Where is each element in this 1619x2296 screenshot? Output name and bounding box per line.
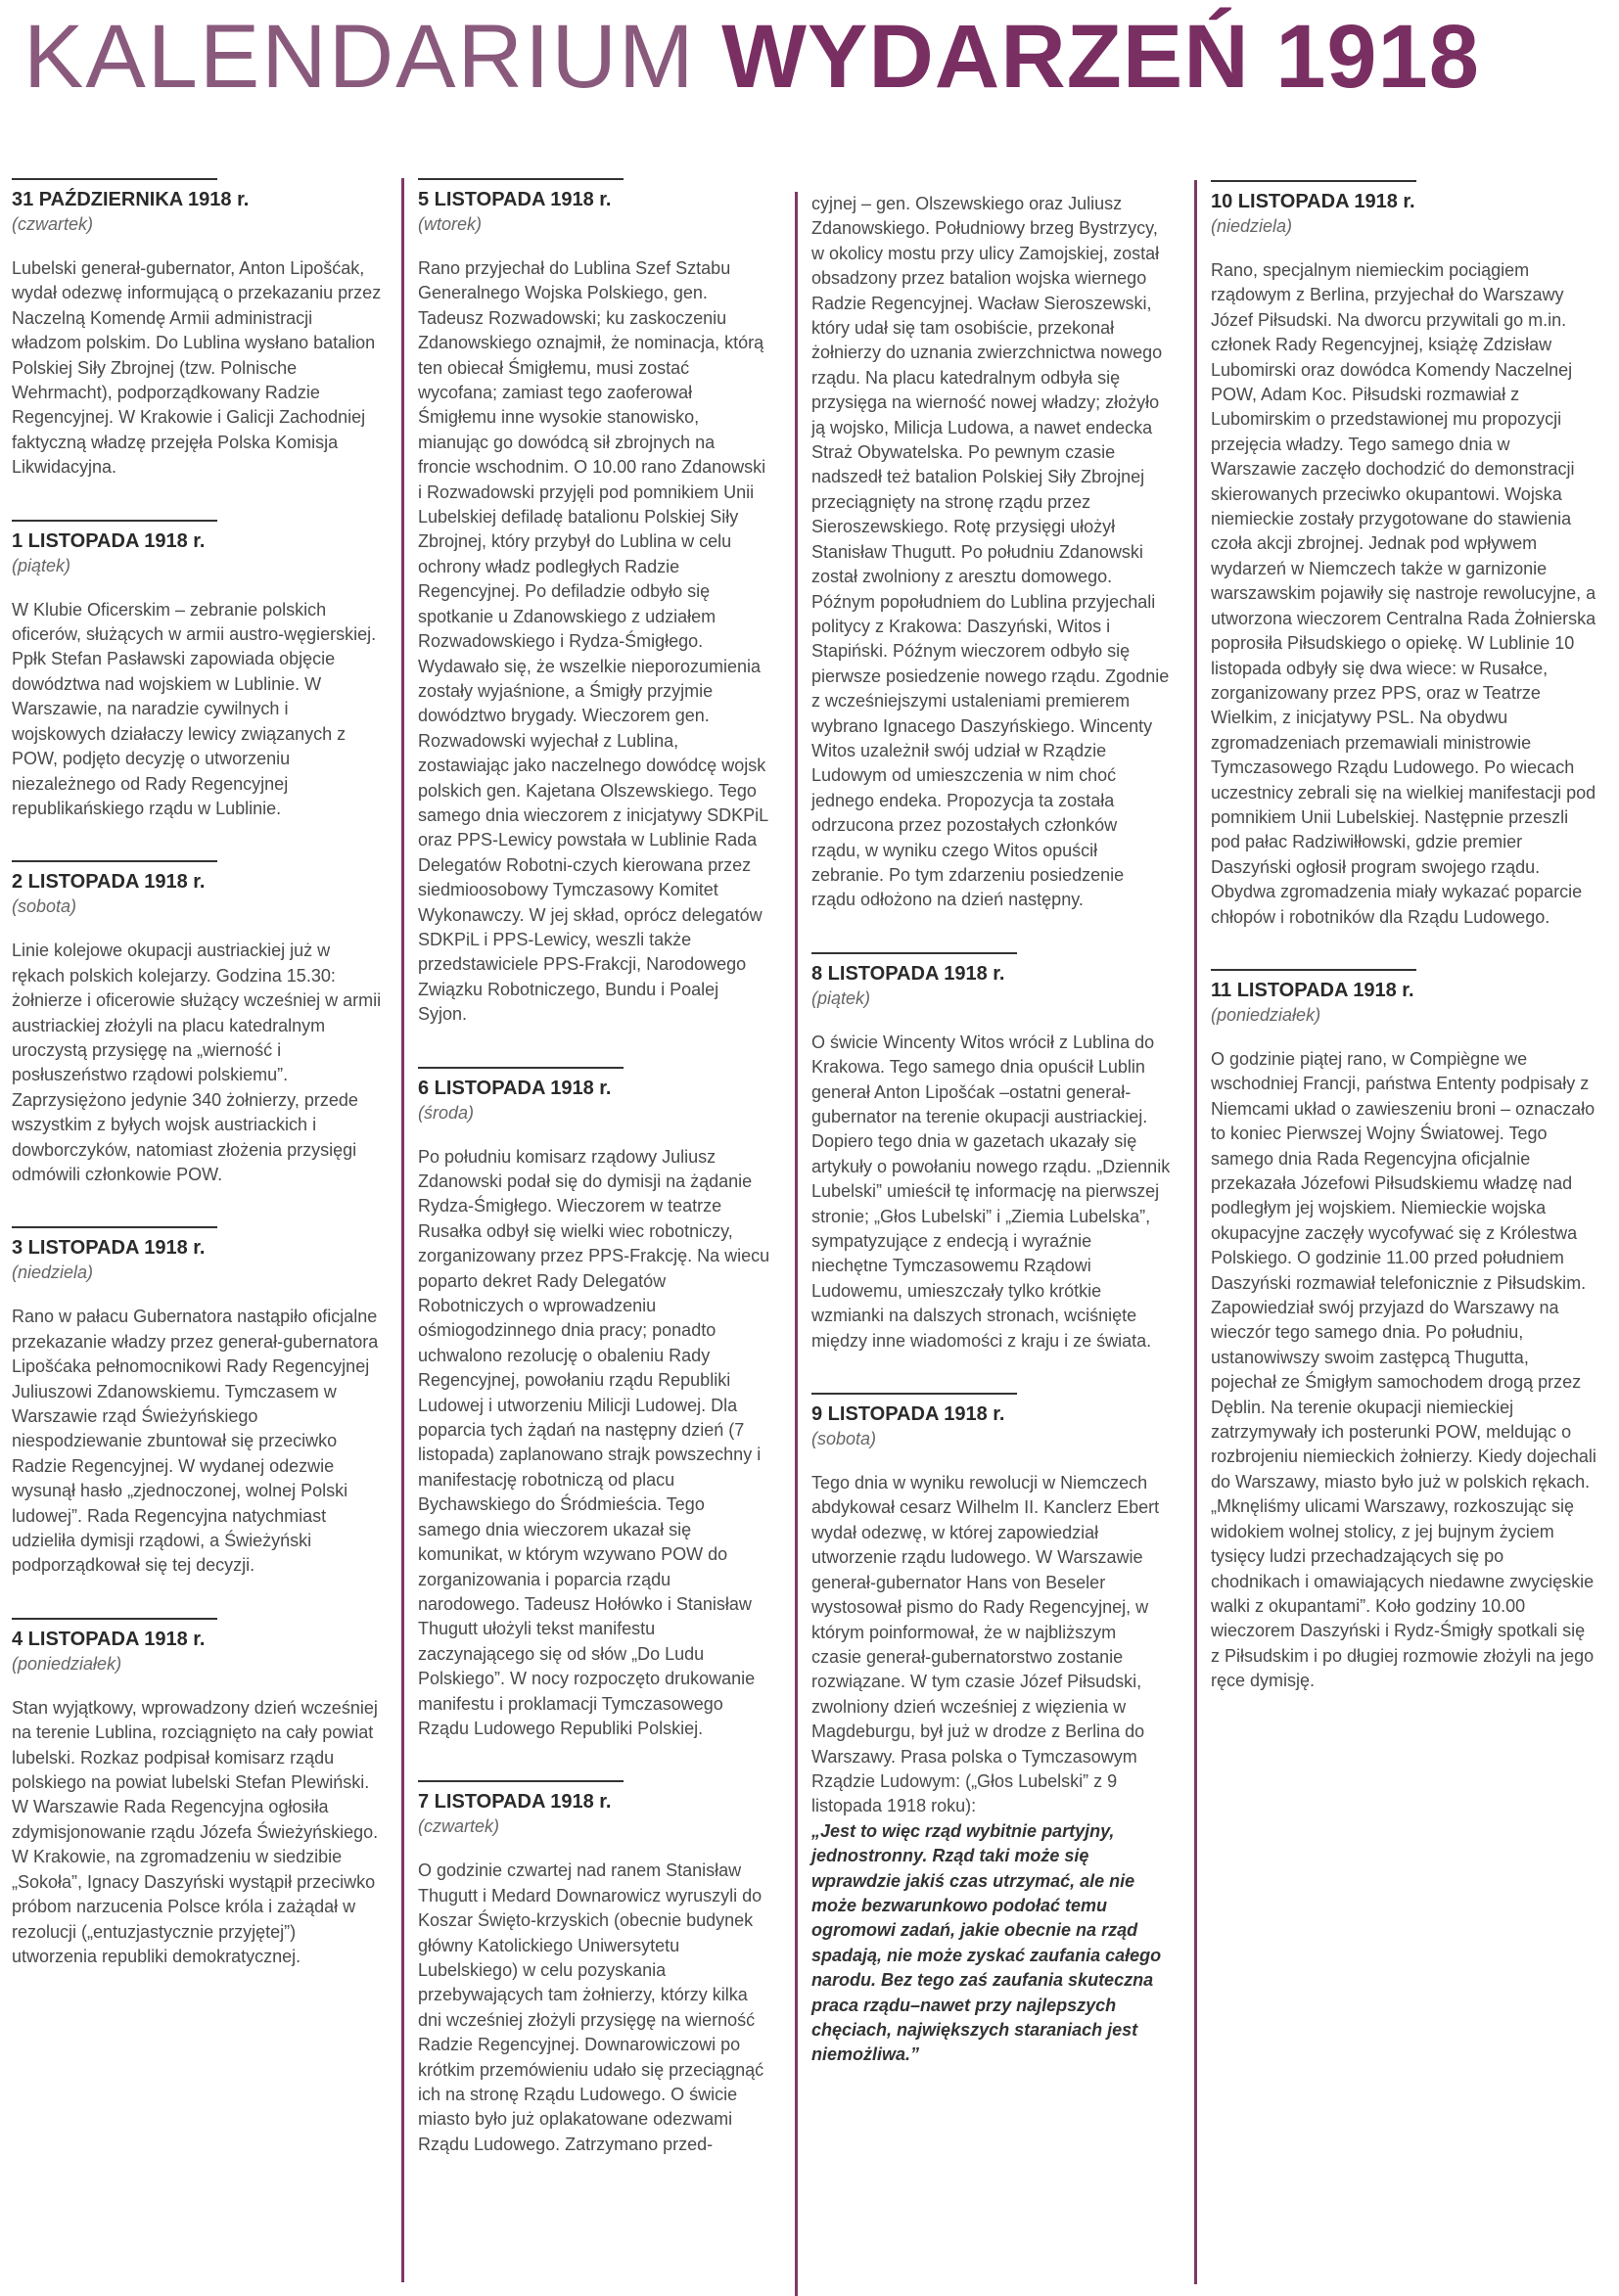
entry-weekday: (sobota) [12,896,77,917]
entry-weekday: (sobota) [811,1429,877,1449]
entry-weekday: (poniedziałek) [1211,1004,1321,1025]
entry-2-november [12,860,384,1187]
entry-text: Rano przyjechał do Lublina Szef Sztabu Generalnego Wojska Polskiego, gen. Tadeusz Rozwadowski; ku zaskoczeniu Zdanowskiego oznajmił, że nominacja, którą ten obiecał Śmigłemu, musi zostać wycofana; zamiast tego zaoferował Śmigłemu inne wysokie stanowisko, mianując go dowódcą sił zbrojnych na froncie wschodnim. O 10.00 rano Zdanowski i Rozwadowski przyjęli pod pomnikiem Unii Lubelskiej defiladę batalionu Polskiej Siły Zbrojnej, który przybył do Lublina w celu ochrony władz podległych Radzie Regencyjnej. Po defiladzie odbyło się spotkanie u Zdanowskiego z udziałem Rozwadowskiego i Rydza-Śmigłego. Wydawało się, że wszelkie nieporozumienia zostały wyjaśnione, a Śmigły przyjmie dowództwo brygady. Wieczorem gen. Rozwadowski wyjechał z Lublina, zostawiając jako naczelnego dowódcę wojsk polskich gen. Kajetana Olszewskiego. Tego samego dnia wieczorem z inicjatywy SDKPiL oraz PPS-Lewicy powstała w Lublinie Rada Delegatów Robotni-czych kierowana przez siedmioosobowy Tymczasowy Komitet Wykonawczy. W jej skład, oprócz delegatów SDKPiL i PPS-Lewicy, weszli także przedstawiciele PPS-Frakcji, Narodowego Związku Robotniczego, Bundu i Poalej Syjon. [418,258,768,1025]
entry-date: 31 PAŹDZIERNIKA 1918 r. [12,189,250,210]
entry-weekday: (wtorek) [418,214,483,234]
entry-weekday: (niedziela) [12,1263,94,1283]
title-light: KALENDARIUM [23,7,696,107]
press-quote: „Jest to więc rząd wybitnie partyjny, jednostronny. Rząd taki może się wprawdzie jakiś czas utrzymać, ale nie może bezwarunkowo podołać temu ogromowi zadań, jakie obecnie na rząd spadają, nie może zyskać zaufania całego narodu. Bez tego zaś zaufania skuteczna praca rządu–nawet przy najlepszych chęciach, największych staraniach jest niemożliwa.” [811,1820,1162,2065]
entry-text: O godzinie piątej rano, w Compiègne we wschodniej Francji, państwa Ententy podpisały z Niemcami układ o zawieszeniu broni – oznaczało to koniec Pierwszej Wojny Światowej. Tego samego dnia Rada Regencyjna oficjalnie przekazała Józefowi Piłsudskiemu władzę nad podległym jej wojskiem. Niemieckie wojska okupacyjne zaczęły wycofywać się z Królestwa Polskiego. O godzinie 11.00 przed południem Daszyński rozmawiał telefonicznie z Piłsudskim. Zapowiedział swój przyjazd do Warszawy na wieczór tego samego dnia. Po południu, ustanowiwszy swoim zastępcą Thugutta, pojechał ze Śmigłym samochodem drogą przez Dęblin. Na terenie okupacji niemieckiej zatrzymywały ich posterunki POW, meldując o rozbrojeniu niemieckich żołnierzy. Kiedy dojechali do Warszawy, miasto było już w polskich rękach. „Mknęliśmy ulicami Warszawy, rozkoszując się widokiem wolnej stolicy, z jej bujnym życiem tysięcy ludzi przechadzających się po chodnikach i omawiających niedawne zwycięskie walki z okupantami”. Koło godziny 10.00 wieczorem Daszyński i Rydz-Śmigły spotkali się z Piłsudskim i po długiej rozmowie złożyli na jego ręce dymisję. [1211,1048,1596,1691]
column-3 [795,192,1171,2296]
entry-4-november [12,1618,384,1969]
entry-text: Linie kolejowe okupacji austriackiej już w rękach polskich kolejarzy. Godzina 15.30: żołnierze i oficerowie służący wcześniej w armii austriackiej złożyli na placu katedralnym uroczystą przysięgę na „wierność i posłuszeństwo rządowi polskiemu”. Zaprzysiężono jedynie 340 żołnierzy, przede wszystkim z byłych wojsk austriackich i dowborczyków, natomiast złożenia przysięgi odmówili członkowie POW. [12,941,382,1184]
section-rule [12,860,217,862]
entry-date: 1 LISTOPADA 1918 r. [12,529,206,552]
entry-text: Rano, specjalnym niemieckim pociągiem rządowym z Berlina, przyjechał do Warszawy Józef Piłsudski. Na dworcu przywitali go m.in. członek Rady Regencyjnej, książę Zdzisław Lubomirski oraz dowódca Komendy Naczelnej POW, Adam Koc. Piłsudski rozmawiał z Lubomirskim o przedstawionej mu propozycji przejęcia władzy. Tego samego dnia w Warszawie zaczęło dochodzić do demonstracji skierowanych przeciwko okupantowi. Wojska niemieckie zostały przygotowane do stawienia czoła akcji zbrojnej. Jednak pod wpływem wydarzeń w Niemczech także w garnizonie warszawskim pojawiły się nastroje rewolucyjne, a utworzona wieczorem Centralna Rada Żołnierska poprosiła Piłsudskiego o opiekę. W Lublinie 10 listopada odbyły się dwa wiece: w Rusałce, zorganizowany przez PPS, oraz w Teatrze Wielkim, z inicjatywy PSL. Na obydwu zgromadzeniach przemawiali ministrowie Tymczasowego Rządu Ludowego. Po wiecach uczestnicy zebrali się na wielkiej manifestacji pod pomnikiem Unii Lubelskiej. Następnie przeszli pod pałac Radziwiłłowski, gdzie premier Daszyński ogłosił program swojego rządu. Obydwa zgromadzenia miały wykazać poparcie chłopów i robotników dla Rządu Ludowego. [1211,260,1596,927]
entry-3-november [12,1226,384,1578]
entry-8-november [811,952,1171,1354]
entry-text: Stan wyjątkowy, wprowadzony dzień wcześniej na terenie Lublina, rozciągnięto na cały powiat lubelski. Rozkaz podpisał komisarz rządu polskiego na powiat lubelski Stefan Plewiński. W Warszawie Rada Regencyjna ogłosiła zdymisjonowanie rządu Józefa Świeżyńskiego. W Krakowie, na zgromadzeniu w siedzibie „Sokoła”, Ignacy Daszyński wystąpił przeciwko próbom narzucenia Polsce króla i zażądał w rezolucji („entuzjastycznie przyjętej”) utworzenia republiki demokratycznej. [12,1697,379,1966]
section-rule [12,520,217,522]
section-rule [418,1067,624,1069]
entry-date: 6 LISTOPADA 1918 r. [418,1077,612,1099]
entry-weekday: (czwartek) [418,1816,500,1837]
entry-text: cyjnej – gen. Olszewskiego oraz Juliusz Zdanowskiego. Południowy brzeg Bystrzycy, w okolicy mostu przy ulicy Zamojskiej, został obsadzony przez batalion wojska wiernego Radzie Regencyjnej. Wacław Sieroszewski, który udał się tam osobiście, przekonał żołnierzy do uznania zwierzchnictwa nowego rządu. Na placu katedralnym odbyła się przysięga na wierność nowej władzy; złożyło ją wojsko, Milicja Ludowa, a nawet endecka Straż Obywatelska. Po pewnym czasie nadszedł też batalion Polskiej Siły Zbrojnej przeciągnięty na stronę rządu przez Sieroszewskiego. Rotę przysięgi ułożył Stanisław Thugutt. Po południu Zdanowski został zwolniony z aresztu domowego. Późnym popołudniem do Lublina przyjechali politycy z Krakowa: Daszyński, Witos i Stapiński. Późnym wieczorem odbyło się pierwsze posiedzenie nowego rządu. Zgodnie z wcześniejszymi ustaleniami premierem wybrano Ignacego Daszyńskiego. Wincenty Witos uzależnił swój udział w Rządzie Ludowym od umieszczenia w nim choć jednego endeka. Propozycja ta została odrzucona przez pozostałych członków rządu, w wyniku czego Witos opuścił zebranie. Po tym zdarzeniu posiedzenie rządu odłożono na dzień następny. [811,194,1170,910]
entry-weekday: (środa) [418,1102,475,1123]
entry-weekday: (piątek) [811,987,871,1008]
section-rule [418,178,624,180]
entry-7-november [418,1780,771,2157]
entry-weekday: (niedziela) [1211,216,1293,236]
entry-date: 9 LISTOPADA 1918 r. [811,1403,1005,1426]
entry-text: O świcie Wincenty Witos wrócił z Lublina do Krakowa. Tego samego dnia opuścił Lublin generał Anton Lipošćak –ostatni generał-gubernator na terenie okupacji austriackiej. Dopiero tego dnia w gazetach ukazały się artykuły o powołaniu nowego rządu. „Dziennik Lubelski” umieścił tę informację na pierwszej stronie; „Głos Lubelski” i „Ziemia Lubelska”, sympatyzujące z endecją i wyraźnie niechętne Tymczasowemu Rządowi Ludowemu, umieszczały tylko krótkie wzmianki na dalszych stronach, wciśnięte między inne wiadomości z kraju i ze świata. [811,1032,1171,1351]
entry-5-november [418,178,771,1028]
column-1 [12,178,384,2282]
section-rule [1211,969,1416,971]
entry-date: 11 LISTOPADA 1918 r. [1211,979,1414,1001]
entry-1-november [12,520,384,822]
entry-6-november [418,1067,771,1742]
section-rule [12,178,217,180]
entry-date: 3 LISTOPADA 1918 r. [12,1237,206,1260]
page-title [23,8,1480,106]
entry-date: 10 LISTOPADA 1918 r. [1211,191,1415,212]
column-2 [401,178,771,2282]
entry-11-november [1211,969,1597,1694]
entry-text: Tego dnia w wyniku rewolucji w Niemczech abdykował cesarz Wilhelm II. Kanclerz Ebert wydał odezwę, w której zapowiedział utworzenie rządu ludowego. W Warszawie generał-gubernator Hans von Beseler wystosował pismo do Rady Regencyjnej, w którym poinformował, że w najbliższym czasie generał-gubernatorstwo zostanie rozwiązane. W tym czasie Józef Piłsudski, zwolniony dzień wcześniej z więzienia w Magdeburgu, był już w drodze z Berlina do Warszawy. Prasa polska o Tymczasowym Rządzie Ludowym: („Głos Lubelski” z 9 listopada 1918 roku): [811,1473,1160,1816]
entry-9-november [811,1393,1171,2068]
entry-date: 8 LISTOPADA 1918 r. [811,962,1005,985]
entry-date: 2 LISTOPADA 1918 r. [12,871,206,894]
entry-date: 5 LISTOPADA 1918 r. [418,189,612,210]
entry-weekday: (poniedziałek) [12,1653,122,1674]
section-rule [418,1780,624,1782]
section-rule [811,1393,1017,1395]
entry-text: Rano w pałacu Gubernatora nastąpiło oficjalne przekazanie władzy przez generał-gubernatora Lipošćaka pełnomocnikowi Rady Regencyjnej Juliuszowi Zdanowskiemu. Tymczasem w Warszawie rząd Świeżyńskiego niespodziewanie zbuntował się przeciwko Radzie Regencyjnej. W wydanej odezwie wysunął hasło „zjednoczonej, wolnej Polski ludowej”. Rada Regencyjna natychmiast udzieliła dymisji rządowi, a Świeżyński podporządkował się tej decyzji. [12,1307,379,1576]
entry-text: O godzinie czwartej nad ranem Stanisław Thugutt i Medard Downarowicz wyruszyli do Koszar Święto-krzyskich (obecnie budynek główny Katolickiego Uniwersytetu Lubelskiego) w celu pozyskania przebywających tam żołnierzy, którzy kilka dni wcześniej złożyli przysięgę na wierność Radzie Regencyjnej. Downarowiczowi po krótkim przemówieniu udało się przeciągnąć ich na stronę Rządu Ludowego. O świcie miasto było już oplakatowane odezwami Rządu Ludowego. Zatrzymano przed- [418,1860,764,2154]
section-rule [811,952,1017,954]
column-4 [1194,180,1597,2284]
entry-text: W Klubie Oficerskim – zebranie polskich oficerów, służących w armii austro-węgierskiej. Ppłk Stefan Pasławski zapowiada objęcie dowództwa nad wojskiem w Lublinie. W Warszawie, na naradzie cywilnych i wojskowych działaczy lewicy związanych z POW, podjęto decyzję o utworzeniu niezależnego od Rady Regencyjnej republikańskiego rządu w Lublinie. [12,599,377,818]
section-rule [12,1618,217,1620]
entry-text: Po południu komisarz rządowy Juliusz Zdanowski podał się do dymisji na żądanie Rydza-Śmigłego. Wieczorem w teatrze Rusałka odbył się wielki wiec robotniczy, zorganizowany przez PPS-Frakcję. Na wiecu poparto dekret Rady Delegatów Robotniczych o wprowadzeniu ośmiogodzinnego dnia pracy; ponadto uchwalono rezolucję o obaleniu Rady Regencyjnej, powołaniu rządu Republiki Ludowej i utworzeniu Milicji Ludowej. Dla poparcia tych żądań na następny dzień (7 listopada) zaplanowano strajk powszechny i manifestację robotniczą od placu Bychawskiego do Śródmieścia. Tego samego dnia wieczorem ukazał się komunikat, w którym wzywano POW do zorganizowania i poparcia rządu narodowego. Tadeusz Hołówko i Stanisław Thugutt ułożyli tekst manifestu zaczynającego się od słów „Do Ludu Polskiego”. W nocy rozpoczęto drukowanie manifestu i proklamacji Tymczasowego Rządu Ludowego Republiki Polskiej. [418,1146,770,1738]
entry-date: 7 LISTOPADA 1918 r. [418,1791,612,1814]
section-rule [1211,180,1416,182]
entry-text: Lubelski generał-gubernator, Anton Lipošćak, wydał odezwę informującą o przekazaniu przez Naczelną Komendę Armii administracji władzom polskim. Do Lublina wysłano batalion Polskiej Siły Zbrojnej (tzw. Polnische Wehrmacht), podporządkowany Radzie Regencyjnej. W Krakowie i Galicji Zachodniej faktyczną władzę przejęła Polska Komisja Likwidacyjna. [12,258,382,478]
entry-7-november-continued [811,192,1171,913]
entry-10-november [1211,180,1597,930]
title-bold: WYDARZEŃ 1918 [721,7,1480,107]
entry-date: 4 LISTOPADA 1918 r. [12,1628,206,1650]
entry-31-october [12,178,384,481]
section-rule [12,1226,217,1228]
entry-weekday: (czwartek) [12,214,94,234]
entry-weekday: (piątek) [12,555,71,575]
